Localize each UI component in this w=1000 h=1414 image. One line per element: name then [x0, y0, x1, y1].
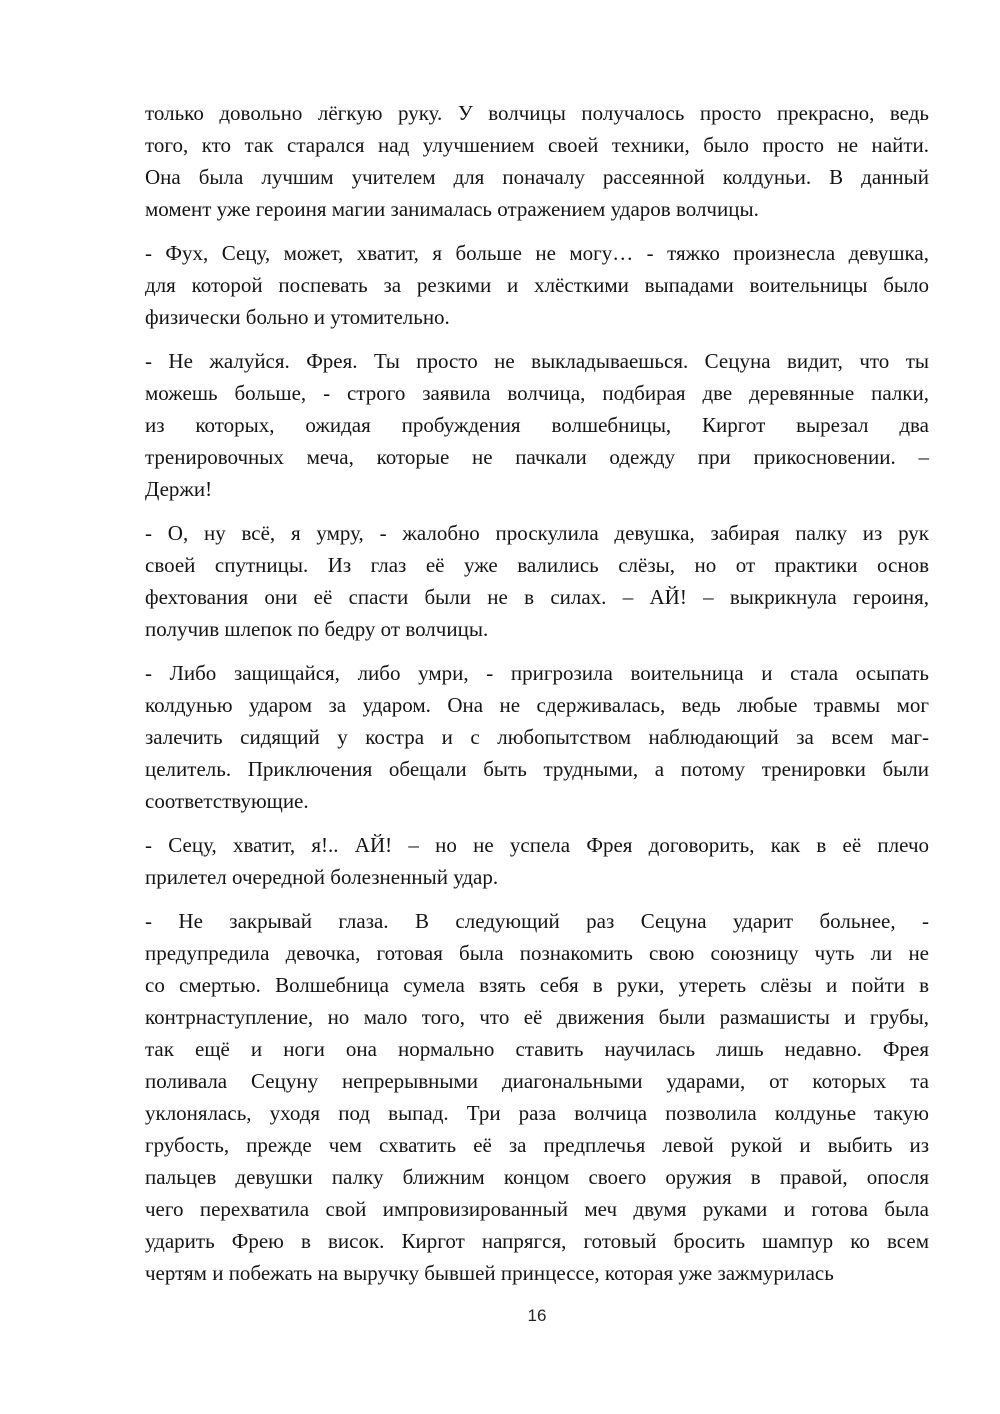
text-line: целитель. Приключения обещали быть трудными, а потому тренировки были [145, 757, 929, 781]
text-line: контрнаступление, но мало того, что её движения были размашисты и грубы, [145, 1005, 929, 1029]
text-line: - О, ну всё, я умру, - жалобно проскулила девушка, забирая палку из рук [145, 521, 929, 545]
text-line: колдунью ударом за ударом. Она не сдерживалась, ведь любые травмы мог [145, 693, 929, 717]
text-line: того, кто так старался над улучшением своей техники, было просто не найти. [145, 133, 929, 157]
paragraph [145, 829, 929, 893]
text-line: - Не закрывай глаза. В следующий раз Сецуна ударит больнее, - [145, 909, 929, 933]
text-line: своей спутницы. Из глаз её уже валились слёзы, но от практики основ [145, 553, 929, 577]
text-line: - Сецу, хватит, я!.. АЙ! – но не успела Фрея договорить, как в её плечо [145, 833, 929, 857]
text-line: только довольно лёгкую руку. У волчицы получалось просто прекрасно, ведь [145, 101, 929, 125]
paragraph [145, 905, 929, 1289]
text-line: Она была лучшим учителем для поначалу рассеянной колдуньи. В данный [145, 165, 929, 189]
paragraph [145, 517, 929, 645]
text-line: - Фух, Сецу, может, хватит, я больше не могу… - тяжко произнесла девушка, [145, 241, 929, 265]
paragraph [145, 97, 929, 225]
text-line: - Либо защищайся, либо умри, - пригрозила воительница и стала осыпать [145, 661, 929, 685]
text-line: тренировочных меча, которые не пачкали одежду при прикосновении. – [145, 445, 929, 469]
paragraph [145, 345, 929, 505]
text-line: из которых, ожидая пробуждения волшебницы, Киргот вырезал два [145, 413, 929, 437]
text-line: Держи! [145, 477, 213, 501]
text-line: пальцев девушки палку ближним концом своего оружия в правой, опосля [145, 1165, 929, 1189]
page-footer [145, 1306, 929, 1326]
text-line: - Не жалуйся. Фрея. Ты просто не выкладываешься. Сецуна видит, что ты [145, 349, 929, 373]
text-line: поливала Сецуну непрерывными диагональными ударами, от которых та [145, 1069, 929, 1093]
text-line: можешь больше, - строго заявила волчица, подбирая две деревянные палки, [145, 381, 929, 405]
paragraph [145, 237, 929, 333]
text-line: фехтования они её спасти были не в силах. – АЙ! – выкрикнула героиня, [145, 585, 929, 609]
text-line: предупредила девочка, готовая была познакомить свою союзницу чуть ли не [145, 941, 929, 965]
text-line: чего перехватила свой импровизированный меч двумя руками и готова была [145, 1197, 929, 1221]
text-line: грубость, прежде чем схватить её за предплечья левой рукой и выбить из [145, 1133, 929, 1157]
text-line: уклонялась, уходя под выпад. Три раза волчица позволила колдунье такую [145, 1101, 929, 1125]
text-line: так ещё и ноги она нормально ставить научилась лишь недавно. Фрея [145, 1037, 929, 1061]
text-line: ударить Фрею в висок. Киргот напрягся, готовый бросить шампур ко всем [145, 1229, 929, 1253]
text-line: прилетел очередной болезненный удар. [145, 865, 499, 889]
text-line: залечить сидящий у костра и с любопытством наблюдающий за всем маг- [145, 725, 929, 749]
text-line: получив шлепок по бедру от волчицы. [145, 617, 489, 641]
text-line: чертям и побежать на выручку бывшей принцессе, которая уже зажмурилась [145, 1261, 834, 1285]
page-number: 16 [527, 1306, 547, 1325]
text-column [145, 97, 929, 1301]
text-line: для которой поспевать за резкими и хлёсткими выпадами воительницы было [145, 273, 929, 297]
paragraph [145, 657, 929, 817]
text-line: со смертью. Волшебница сумела взять себя в руки, утереть слёзы и пойти в [145, 973, 929, 997]
text-line: соответствующие. [145, 789, 309, 813]
text-line: момент уже героиня магии занималась отражением ударов волчицы. [145, 197, 759, 221]
text-line: физически больно и утомительно. [145, 305, 450, 329]
